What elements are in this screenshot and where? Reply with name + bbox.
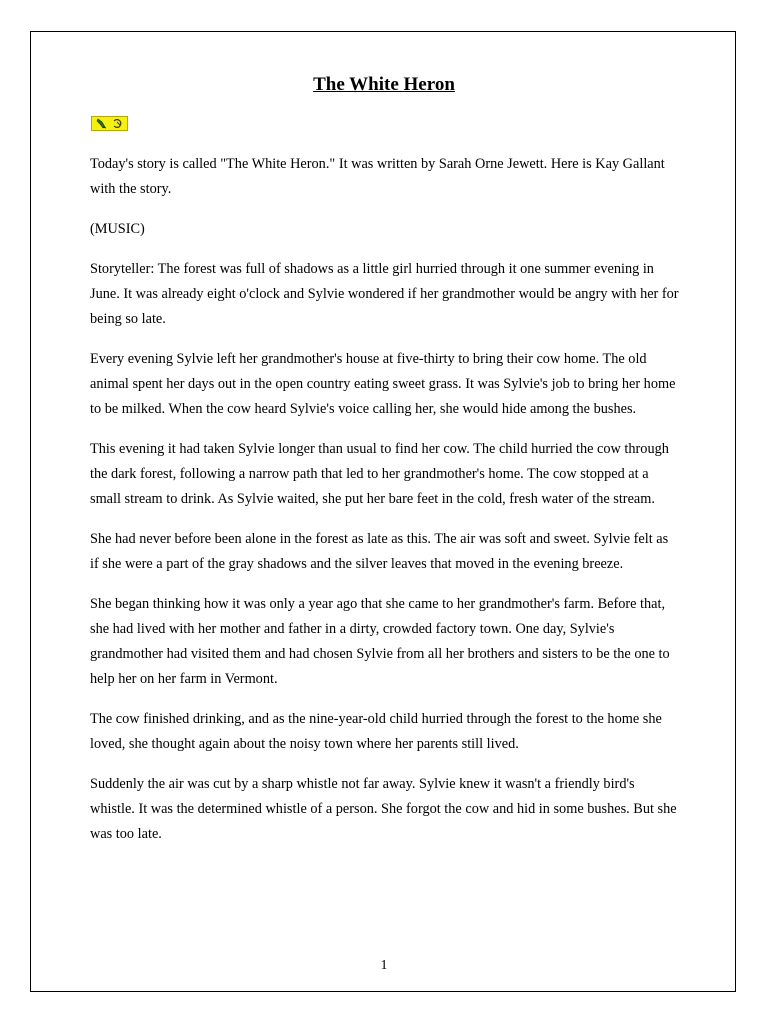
paragraph-storyteller: Storyteller: The forest was full of shadows as a little girl hurried through it one summer evening in June. It was already eight o'clock and Sylvie wondered if her grandmother would be angry with her for being so late. — [90, 261, 679, 327]
paragraph-music: (MUSIC) — [90, 221, 145, 237]
replay-icon[interactable] — [111, 118, 123, 129]
story-body — [90, 152, 680, 862]
document-title: The White Heron — [313, 74, 455, 95]
page-number: 1 — [380, 958, 388, 973]
paragraph: She began thinking how it was only a year ago that she came to her grandmother's farm. Before that, she had lived with her mother and father in a dirty, crowded factory town. One day, Sylvie's grandmother had visited them and had chosen Sylvie from all her brothers and sisters to be the one to help her on her farm in Vermont. — [90, 596, 670, 687]
speaker-icon[interactable] — [96, 118, 108, 129]
paragraph: This evening it had taken Sylvie longer than usual to find her cow. The child hurried the cow through the dark forest, following a narrow path that led to her grandmother's home. The cow stopped at a small stream to drink. As Sylvie waited, she put her bare feet in the cold, fresh water of the stream. — [90, 441, 669, 507]
paragraph: She had never before been alone in the forest as late as this. The air was soft and sweet. Sylvie felt as if she were a part of the gray shadows and the silver leaves that moved in the evening breeze. — [90, 531, 669, 572]
paragraph: Suddenly the air was cut by a sharp whistle not far away. Sylvie knew it wasn't a friendly bird's whistle. It was the determined whistle of a person. She forgot the cow and hid in some bushes. But she was too late. — [90, 776, 677, 842]
audio-controls[interactable] — [91, 116, 128, 131]
paragraph: Every evening Sylvie left her grandmother's house at five-thirty to bring their cow home. The old animal spent her days out in the open country eating sweet grass. It was Sylvie's job to bring her home to be milked. When the cow heard Sylvie's voice calling her, she would hide among the bushes. — [90, 351, 676, 417]
paragraph-intro: Today's story is called "The White Heron." It was written by Sarah Orne Jewett. Here is Kay Gallant with the story. — [90, 156, 665, 197]
paragraph: The cow finished drinking, and as the nine-year-old child hurried through the forest to the home she loved, she thought again about the noisy town where her parents still lived. — [90, 711, 662, 752]
